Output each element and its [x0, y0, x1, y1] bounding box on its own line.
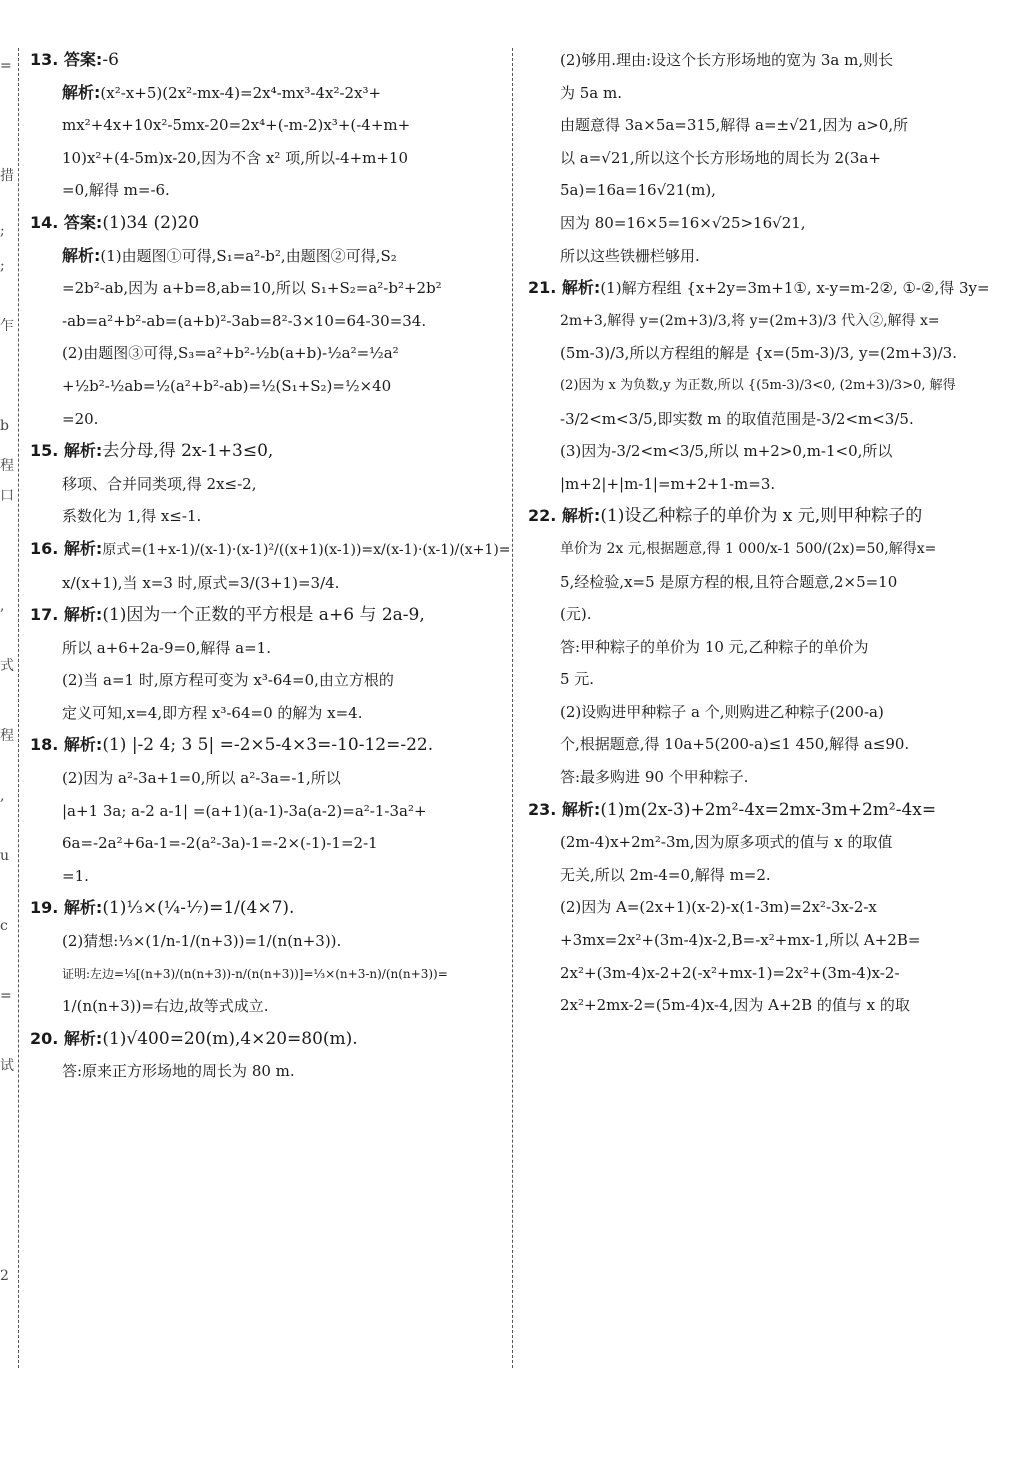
problem-21 — [528, 272, 990, 500]
solution-line — [528, 207, 990, 240]
solution-line — [30, 44, 500, 77]
margin-glyph: = — [0, 988, 12, 1004]
line-text: =2b²-ab,因为 a+b=8,ab=10,所以 S₁+S₂=a²-b²+2b² — [62, 279, 442, 298]
line-text: 移项、合并同类项,得 2x≤-2, — [62, 474, 257, 493]
margin-glyph: b — [0, 418, 9, 434]
line-text: (2)当 a=1 时,原方程可变为 x³-64=0,由立方根的 — [62, 671, 394, 690]
problem-19 — [30, 892, 500, 1022]
line-text: -3/2<m<3/5,即实数 m 的取值范围是-3/2<m<3/5. — [560, 409, 914, 428]
solution-line — [528, 794, 990, 827]
problem-label: 20. 解析: — [30, 1028, 103, 1048]
line-text: (2m-4)x+2m²-3m,因为原多项式的值与 x 的取值 — [560, 833, 893, 852]
problem-label: 解析: — [62, 82, 101, 102]
solution-line — [528, 696, 990, 729]
solution-line — [30, 435, 500, 468]
margin-glyph: 式 — [0, 658, 14, 674]
solution-line — [528, 305, 990, 338]
column-divider — [512, 48, 513, 1368]
line-text: =1. — [62, 866, 89, 885]
solution-line — [30, 892, 500, 925]
margin-glyph: , — [0, 788, 5, 804]
solution-line — [528, 500, 990, 533]
problem-14 — [30, 207, 500, 435]
solution-line — [30, 664, 500, 697]
solution-line — [528, 370, 990, 403]
solution-line — [528, 109, 990, 142]
line-text: 2x²+(3m-4)x-2+2(-x²+mx-1)=2x²+(3m-4)x-2- — [560, 963, 900, 982]
solution-line — [528, 566, 990, 599]
solution-line — [528, 142, 990, 175]
margin-glyph: , — [0, 598, 5, 614]
line-text: 以 a=√21,所以这个长方形场地的周长为 2(3a+ — [560, 148, 881, 167]
line-text: (2)由题图③可得,S₃=a²+b²-½b(a+b)-½a²=½a² — [62, 344, 399, 363]
line-text: (2)因为 x 为负数,y 为正数,所以 {(5m-3)/3<0, (2m+3)/3>0, 解得 — [560, 377, 956, 393]
line-text: -6 — [102, 50, 119, 70]
solution-line — [30, 468, 500, 501]
margin-glyph: 乍 — [0, 318, 14, 334]
margin-glyph: 2 — [0, 1268, 9, 1284]
problem-label: 17. 解析: — [30, 605, 103, 625]
line-text: (1)由题图①可得,S₁=a²-b²,由题图②可得,S₂ — [100, 246, 397, 265]
solution-line — [528, 533, 990, 566]
solution-line — [528, 272, 990, 305]
line-text: 单价为 2x 元,根据题意,得 1 000/x-1 500/(2x)=50,解得x= — [560, 540, 937, 557]
margin-glyph: 口 — [0, 488, 14, 504]
solution-line — [30, 77, 500, 110]
margin-glyph: u — [0, 848, 10, 864]
line-text: 为 5a m. — [560, 83, 623, 102]
solution-line — [528, 826, 990, 859]
solution-line — [30, 500, 500, 533]
solution-line — [528, 891, 990, 924]
line-text: 答:甲种粽子的单价为 10 元,乙种粽子的单价为 — [560, 637, 869, 656]
line-text: (2)设购进甲种粽子 a 个,则购进乙种粽子(200-a) — [560, 702, 884, 721]
solution-line — [528, 240, 990, 273]
left-margin-divider — [18, 48, 19, 1368]
solution-line — [528, 989, 990, 1022]
solution-line — [30, 1023, 500, 1056]
problem-label: 16. 解析: — [30, 538, 103, 558]
solution-line — [528, 663, 990, 696]
solution-line — [528, 924, 990, 957]
line-text: (x²-x+5)(2x²-mx-4)=2x⁴-mx³-4x²-2x³+ — [100, 83, 382, 102]
solution-line — [30, 1055, 500, 1088]
line-text: (5m-3)/3,所以方程组的解是 {x=(5m-3)/3, y=(2m+3)/3. — [560, 344, 957, 363]
problem-label: 15. 解析: — [30, 441, 103, 461]
line-text: +½b²-½ab=½(a²+b²-ab)=½(S₁+S₂)=½×40 — [62, 376, 392, 395]
margin-glyph: 程 — [0, 458, 14, 474]
solution-line — [30, 567, 500, 600]
line-text: 6a=-2a²+6a-1=-2(a²-3a)-1=-2×(-1)-1=2-1 — [62, 834, 378, 853]
solution-line — [528, 957, 990, 990]
solution-line — [30, 632, 500, 665]
solution-line — [30, 272, 500, 305]
problem-17 — [30, 599, 500, 729]
line-text: (1)设乙种粽子的单价为 x 元,则甲种粽子的 — [600, 506, 923, 527]
solution-line — [528, 403, 990, 436]
problem-label: 21. 解析: — [528, 278, 601, 298]
solution-line — [30, 370, 500, 403]
problem-label: 23. 解析: — [528, 799, 601, 819]
solution-line — [30, 240, 500, 273]
line-text: (元). — [560, 605, 592, 624]
solution-line — [528, 77, 990, 110]
solution-line — [30, 403, 500, 436]
problem-18 — [30, 729, 500, 892]
line-text: 5 元. — [560, 670, 595, 689]
line-text: 1/(n(n+3))=右边,故等式成立. — [62, 997, 269, 1016]
problem-label: 14. 答案: — [30, 212, 103, 232]
line-text: (1)⅓×(¼-⅐)=1/(4×7). — [102, 898, 295, 919]
line-text: |m+2|+|m-1|=m+2+1-m=3. — [560, 474, 776, 493]
margin-glyph: 措 — [0, 168, 14, 184]
solution-line — [30, 990, 500, 1023]
solution-line — [528, 631, 990, 664]
line-text: (1)因为一个正数的平方根是 a+6 与 2a-9, — [102, 605, 425, 626]
solution-line — [30, 533, 511, 567]
solution-line — [30, 599, 500, 632]
line-text: 5,经检验,x=5 是原方程的根,且符合题意,2×5=10 — [560, 572, 898, 591]
line-text: (2)猜想:⅓×(1/n-1/(n+3))=1/(n(n+3)). — [62, 932, 342, 951]
problem-label: 19. 解析: — [30, 898, 103, 918]
line-text: =0,解得 m=-6. — [62, 181, 170, 200]
line-text: +3mx=2x²+(3m-4)x-2,B=-x²+mx-1,所以 A+2B= — [560, 931, 921, 950]
line-text: 10)x²+(4-5m)x-20,因为不含 x² 项,所以-4+m+10 — [62, 148, 409, 167]
solution-line — [528, 598, 990, 631]
solution-line — [528, 337, 990, 370]
line-text: 去分母,得 2x-1+3≤0, — [102, 441, 274, 462]
solution-line — [528, 44, 990, 77]
left-column — [30, 44, 511, 1088]
line-text: (2)因为 A=(2x+1)(x-2)-x(1-3m)=2x²-3x-2-x — [560, 898, 877, 917]
margin-glyph: ; — [0, 223, 5, 239]
line-text: mx²+4x+10x²-5mx-20=2x⁴+(-m-2)x³+(-4+m+ — [62, 116, 411, 135]
line-text: 个,根据题意,得 10a+5(200-a)≤1 450,解得 a≤90. — [560, 735, 910, 754]
solution-line — [528, 468, 990, 501]
solution-line — [30, 207, 500, 240]
problem-20 — [30, 1023, 500, 1088]
line-text: 系数化为 1,得 x≤-1. — [62, 507, 202, 526]
solution-line — [30, 305, 500, 338]
solution-line — [30, 174, 500, 207]
line-text: (1) |-2 4; 3 5| =-2×5-4×3=-10-12=-22. — [102, 735, 434, 756]
problem-23 — [528, 794, 990, 1022]
line-text: 5a)=16a=16√21(m), — [560, 181, 716, 200]
line-text: 2x²+2mx-2=(5m-4)x-4,因为 A+2B 的值与 x 的取 — [560, 996, 910, 1015]
line-text: 因为 80=16×5=16×√25>16√21, — [560, 213, 806, 232]
line-text: 由题意得 3a×5a=315,解得 a=±√21,因为 a>0,所 — [560, 116, 909, 135]
line-text: |a+1 3a; a-2 a-1| =(a+1)(a-1)-3a(a-2)=a²-1-3a²+ — [62, 801, 427, 820]
solution-line — [30, 958, 500, 991]
line-text: 2m+3,解得 y=(2m+3)/3,将 y=(2m+3)/3 代入②,解得 x= — [560, 312, 940, 329]
line-text: (2)够用.理由:设这个长方形场地的宽为 3a m,则长 — [560, 51, 894, 69]
solution-line — [30, 337, 500, 370]
line-text: 无关,所以 2m-4=0,解得 m=2. — [560, 865, 771, 884]
problem-20b — [528, 44, 990, 272]
solution-line — [30, 142, 500, 175]
problem-13 — [30, 44, 500, 207]
problem-label: 13. 答案: — [30, 50, 103, 69]
solution-line — [30, 827, 500, 860]
line-text: 证明:左边=⅓[(n+3)/(n(n+3))-n/(n(n+3))]=⅓×(n+3-n)/(n(n+3))= — [62, 966, 448, 981]
solution-line — [528, 174, 990, 207]
right-column — [528, 44, 990, 1022]
margin-glyph: 程 — [0, 728, 14, 744]
solution-line — [30, 762, 500, 795]
problem-22 — [528, 500, 990, 793]
solution-line — [30, 795, 500, 828]
line-text: 所以这些铁栅栏够用. — [560, 246, 700, 265]
line-text: =20. — [62, 409, 99, 428]
line-text: (1)√400=20(m),4×20=80(m). — [102, 1028, 358, 1049]
problem-16 — [30, 533, 511, 599]
line-text: (1)34 (2)20 — [102, 212, 200, 233]
solution-line — [30, 729, 500, 762]
line-text: (2)因为 a²-3a+1=0,所以 a²-3a=-1,所以 — [62, 769, 341, 788]
solution-line — [528, 435, 990, 468]
line-text: (1)m(2x-3)+2m²-4x=2mx-3m+2m²-4x= — [600, 799, 937, 820]
line-text: x/(x+1),当 x=3 时,原式=3/(3+1)=3/4. — [62, 573, 340, 592]
line-text: (1)解方程组 {x+2y=3m+1①, x-y=m-2②, ①-②,得 3y= — [600, 279, 990, 298]
solution-line — [30, 860, 500, 893]
margin-glyph: 试 — [0, 1058, 14, 1074]
line-text: 定义可知,x=4,即方程 x³-64=0 的解为 x=4. — [62, 703, 363, 722]
problem-15 — [30, 435, 500, 533]
problem-label: 18. 解析: — [30, 735, 103, 755]
problem-label: 解析: — [62, 245, 101, 265]
line-text: 答:最多购进 90 个甲种粽子. — [560, 768, 749, 787]
margin-glyph: c — [0, 918, 8, 934]
line-text: 原式=(1+x-1)/(x-1)·(x-1)²/((x+1)(x-1))=x/(x-1)·(x-1)/(x+1)= — [102, 541, 511, 558]
solution-line — [30, 697, 500, 730]
solution-line — [30, 109, 500, 142]
solution-line — [528, 728, 990, 761]
line-text: -ab=a²+b²-ab=(a+b)²-3ab=8²-3×10=64-30=34. — [62, 311, 427, 330]
solution-line — [30, 925, 500, 958]
solution-line — [528, 761, 990, 794]
line-text: 答:原来正方形场地的周长为 80 m. — [62, 1062, 295, 1081]
line-text: 所以 a+6+2a-9=0,解得 a=1. — [62, 638, 271, 657]
margin-glyph: ; — [0, 258, 5, 274]
line-text: (3)因为-3/2<m<3/5,所以 m+2>0,m-1<0,所以 — [560, 442, 893, 461]
solution-line — [528, 859, 990, 892]
margin-glyph: = — [0, 58, 12, 74]
left-margin-strip — [0, 40, 14, 1370]
problem-label: 22. 解析: — [528, 506, 601, 526]
